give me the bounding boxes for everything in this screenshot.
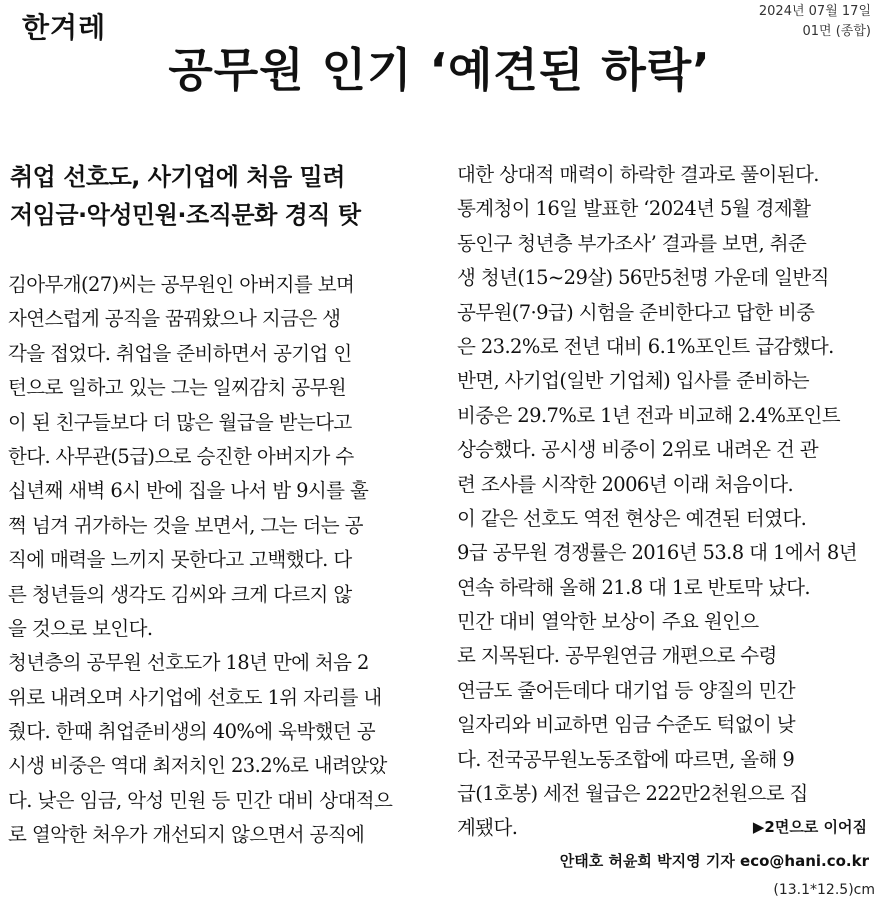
body-line: 련 조사를 시작한 2006년 이래 처음이다.: [457, 472, 794, 496]
subheadings: [10, 158, 426, 234]
article-size-note: (13.1*12.5)cm: [773, 882, 875, 898]
body-line: 반면, 사기업(일반 기업체) 입사를 준비하는: [457, 369, 810, 393]
body-line: 급(1호봉) 세전 월급은 222만2천원으로 집: [457, 782, 808, 806]
right-column: [457, 158, 875, 846]
body-line: 9급 공무원 경쟁률은 2016년 53.8 대 1에서 8년: [457, 541, 857, 565]
newspaper-logo: 한겨레: [22, 11, 107, 44]
right-body-text: [457, 158, 875, 846]
body-line: 로 열악한 처우가 개선되지 않으면서 공직에: [8, 823, 365, 847]
subheading: 취업 선호도, 사기업에 처음 밀려: [10, 163, 345, 191]
body-line: 이 같은 선호도 역전 현상은 예견된 터였다.: [457, 506, 807, 530]
body-line: 김아무개(27)씨는 공무원인 아버지를 보며: [8, 273, 355, 296]
body-line: 이 된 친구들보다 더 많은 월급을 받는다고: [8, 410, 352, 434]
body-line: 동인구 청년층 부가조사’ 결과를 보면, 취준: [457, 231, 807, 255]
body-line: 시생 비중은 역대 최저치인 23.2%로 내려앉았: [8, 754, 387, 778]
body-line: 계됐다.: [457, 816, 518, 840]
left-body-text: [8, 268, 426, 853]
body-line: 직에 매력을 느끼지 못한다고 고백했다. 다: [8, 548, 352, 572]
issue-meta: [759, 2, 871, 42]
body-line: 연금도 줄어든데다 대기업 등 양질의 민간: [457, 678, 796, 702]
body-line: 을 것으로 보인다.: [8, 616, 153, 640]
body-line: 청년층의 공무원 선호도가 18년 만에 처음 2: [8, 651, 369, 675]
body-line: 일자리와 비교하면 임금 수준도 턱없이 낮: [457, 713, 796, 737]
article-headline: 공무원 인기 ‘예견된 하락’: [168, 43, 711, 97]
body-line: 각을 접었다. 취업을 준비하면서 공기업 인: [8, 341, 352, 365]
body-line: 자연스럽게 공직을 꿈꿔왔으나 지금은 생: [8, 307, 341, 331]
body-line: 생 청년(15~29살) 56만5천명 가운데 일반직: [457, 266, 829, 290]
left-column: [8, 158, 426, 853]
issue-date: 2024년 07월 17일: [758, 4, 871, 19]
issue-page: 01면 (종합): [802, 24, 871, 39]
body-line: 연속 하락해 올해 21.8 대 1로 반토막 났다.: [457, 575, 810, 599]
body-line: 쩍 넘겨 귀가하는 것을 보면서, 그는 더는 공: [8, 513, 363, 537]
body-line: 통계청이 16일 발표한 ‘2024년 5월 경제활: [457, 197, 811, 221]
body-line: 른 청년들의 생각도 김씨와 크게 다르지 않: [8, 582, 352, 606]
body-line: 턴으로 일하고 있는 그는 일찌감치 공무원: [8, 376, 347, 400]
body-line: 대한 상대적 매력이 하락한 결과로 풀이된다.: [457, 163, 819, 186]
byline: 안태호 허윤희 박지영 기자 eco@hani.co.kr: [559, 852, 869, 870]
body-line: 민간 대비 열악한 보상이 주요 원인으: [457, 610, 759, 634]
body-line: 비중은 29.7%로 1년 전과 비교해 2.4%포인트: [457, 403, 840, 427]
body-line: 십년째 새벽 6시 반에 집을 나서 밤 9시를 훌: [8, 479, 369, 503]
continued-label: ▶2면으로 이어짐: [752, 818, 867, 836]
body-line: 한다. 사무관(5급)으로 승진한 아버지가 수: [8, 444, 354, 468]
body-line: 상승했다. 공시생 비중이 2위로 내려온 건 관: [457, 438, 819, 462]
body-line: 줬다. 한때 취업준비생의 40%에 육박했던 공: [8, 720, 375, 744]
body-line: 다. 전국공무원노동조합에 따르면, 올해 9: [457, 747, 795, 771]
body-line: 다. 낮은 임금, 악성 민원 등 민간 대비 상대적으: [8, 788, 393, 812]
body-line: 은 23.2%로 전년 대비 6.1%포인트 급감했다.: [457, 334, 834, 358]
body-line: 공무원(7·9급) 시험을 준비한다고 답한 비중: [457, 300, 815, 324]
body-line: 위로 내려오며 사기업에 선호도 1위 자리를 내: [8, 685, 382, 709]
subheading: 저임금·악성민원·조직문화 경직 탓: [10, 201, 361, 229]
body-line: 로 지목된다. 공무원연금 개편으로 수령: [457, 644, 777, 668]
